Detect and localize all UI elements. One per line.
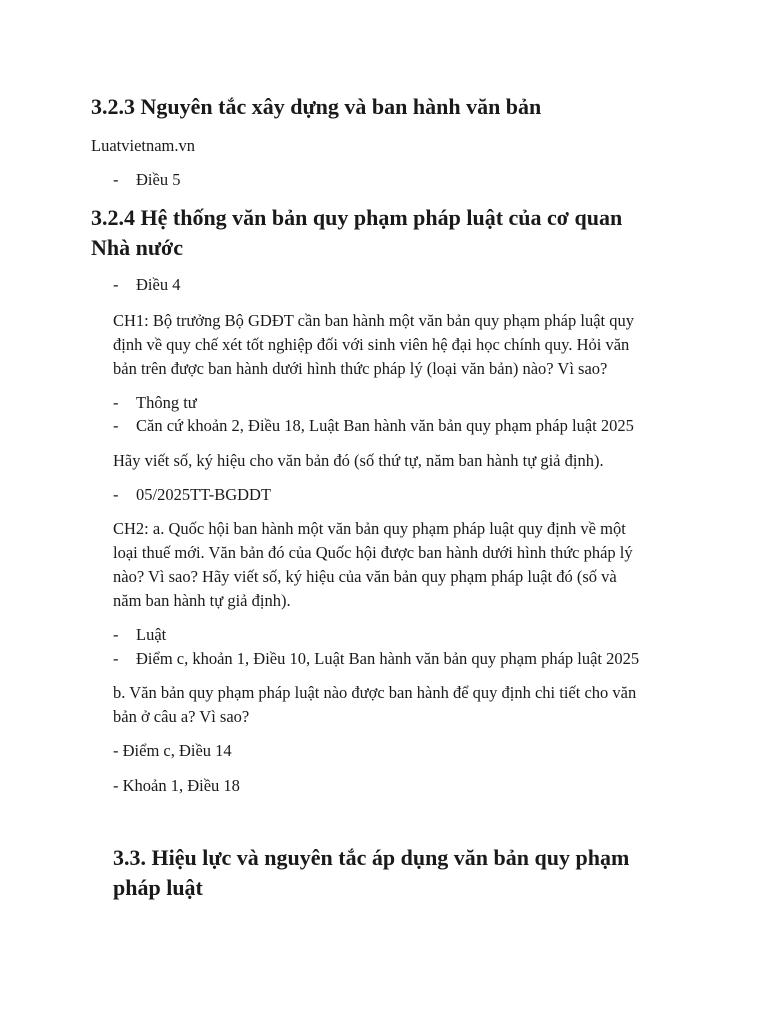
- ch2-part-b-line: bản ở câu a? Vì sao?: [113, 707, 250, 726]
- section-heading-3-2-4-line-1: 3.2.4 Hệ thống văn bản quy phạm pháp luật của cơ quan: [91, 205, 623, 230]
- ch1-answer-text: Thông tư: [136, 393, 197, 412]
- section-heading-3-2-3: 3.2.3 Nguyên tắc xây dựng và ban hành văn bản: [91, 94, 542, 119]
- ch2-question-line: CH2: a. Quốc hội ban hành một văn bản quy phạm pháp luật quy định về một: [113, 519, 626, 538]
- dash-bullet: -: [113, 485, 119, 504]
- list-item-text: Điều 4: [136, 275, 181, 294]
- dash-bullet: -: [113, 649, 119, 668]
- ch2-answer-text: Luật: [136, 625, 167, 644]
- ch2-part-b-answer: - Khoản 1, Điều 18: [113, 776, 240, 795]
- ch2-answer-text: Điểm c, khoản 1, Điều 10, Luật Ban hành văn bản quy phạm pháp luật 2025: [136, 649, 640, 668]
- ch1-answer-text: Căn cứ khoản 2, Điều 18, Luật Ban hành văn bản quy phạm pháp luật 2025: [136, 416, 634, 435]
- dash-bullet: -: [113, 275, 119, 294]
- ch2-question-line: loại thuế mới. Văn bản đó của Quốc hội được ban hành dưới hình thức pháp lý: [113, 543, 633, 562]
- section-heading-3-2-4-line-2: Nhà nước: [91, 235, 184, 260]
- ch1-followup-answer-text: 05/2025TT-BGDDT: [136, 485, 272, 504]
- list-item-text: Điều 5: [136, 170, 181, 189]
- section-heading-3-3-line-2: pháp luật: [113, 875, 203, 900]
- dash-bullet: -: [113, 170, 119, 189]
- ch1-question-line: bản trên được ban hành dưới hình thức pháp lý (loại văn bản) nào? Vì sao?: [113, 359, 608, 378]
- ch2-question-line: nào? Vì sao? Hãy viết số, ký hiệu của văn bản quy phạm pháp luật đó (số và: [113, 567, 617, 586]
- ch2-part-b-answer: - Điểm c, Điều 14: [113, 741, 232, 760]
- dash-bullet: -: [113, 625, 119, 644]
- dash-bullet: -: [113, 416, 119, 435]
- source-text: Luatvietnam.vn: [91, 136, 196, 155]
- ch2-question-line: năm ban hành tự giả định).: [113, 591, 291, 610]
- dash-bullet: -: [113, 393, 119, 412]
- ch2-part-b-line: b. Văn bản quy phạm pháp luật nào được ban hành để quy định chi tiết cho văn: [113, 683, 637, 702]
- ch1-question-line: định về quy chế xét tốt nghiệp đối với sinh viên hệ đại học chính quy. Hỏi văn: [113, 335, 630, 354]
- ch1-question-line: CH1: Bộ trưởng Bộ GDĐT cần ban hành một văn bản quy phạm pháp luật quy: [113, 311, 634, 330]
- section-heading-3-3-line-1: 3.3. Hiệu lực và nguyên tắc áp dụng văn bản quy phạm: [113, 845, 630, 870]
- ch1-followup-question: Hãy viết số, ký hiệu cho văn bản đó (số thứ tự, năm ban hành tự giả định).: [113, 451, 604, 470]
